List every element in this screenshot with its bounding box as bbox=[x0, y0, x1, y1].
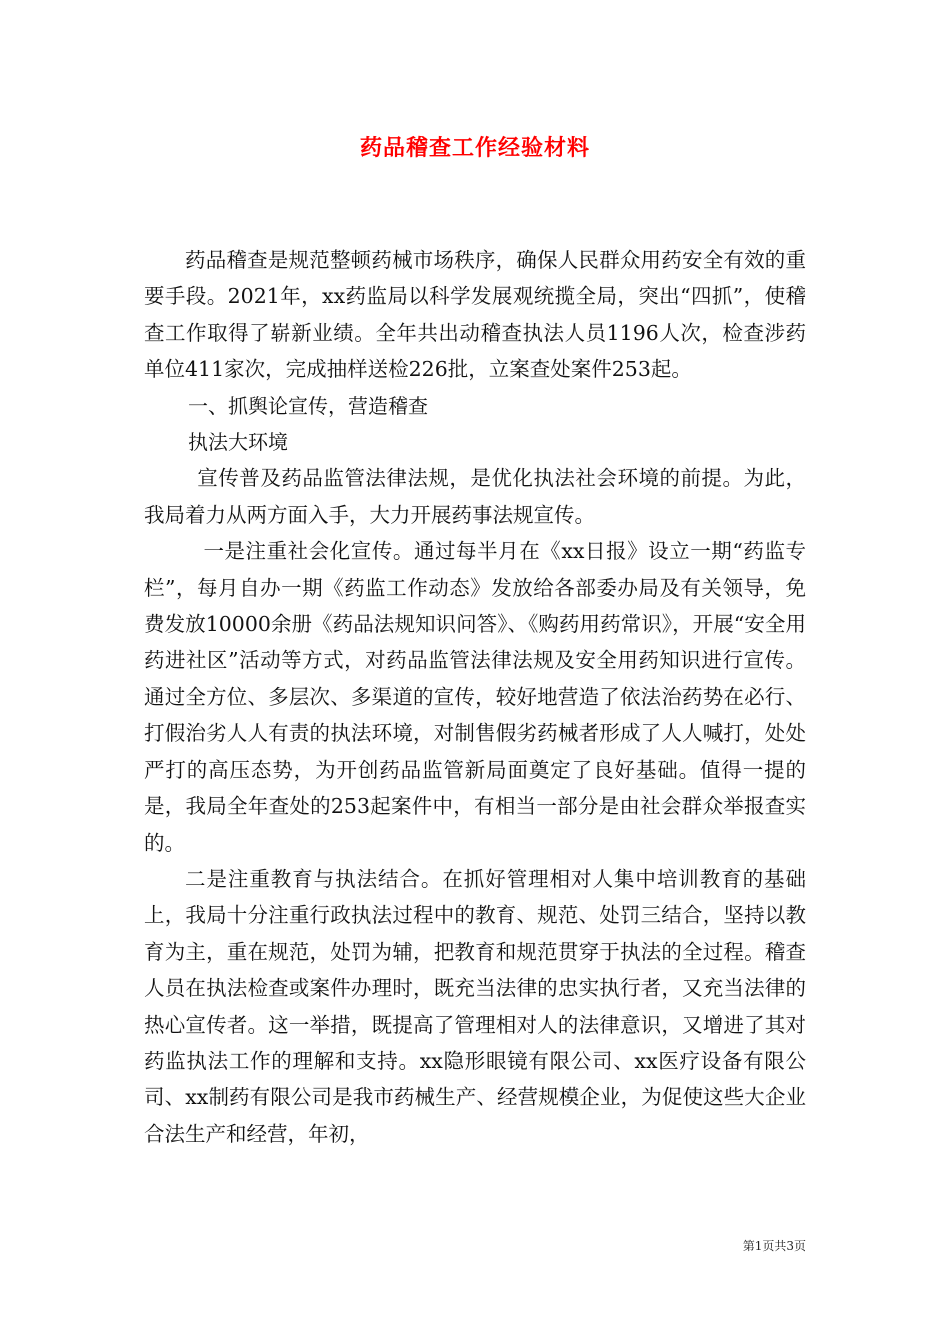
paragraph-point-two: 二是注重教育与执法结合。在抓好管理相对人集中培训教育的基础上，我局十分注重行政执法过程中的教育、规范、处罚三结合，坚持以教育为主，重在规范，处罚为辅，把教育和规范贯穿于执法的全过程。稽查人员在执法检查或案件办理时，既充当法律的忠实执行者，又充当法律的热心宣传者。这一举措，既提高了管理相对人的法律意识，又增进了其对药监执法工作的理解和支持。xx隐形眼镜有限公司、xx医疗设备有限公司、xx制药有限公司是我市药械生产、经营规模企业，为促使这些大企业合法生产和经营，年初， bbox=[144, 866, 806, 1146]
paragraph-intro: 药品稽查是规范整顿药械市场秩序，确保人民群众用药安全有效的重要手段。2021年，xx药监局以科学发展观统揽全局，突出“四抓”，使稽查工作取得了崭新业绩。全年共出动稽查执法人员1196人次，检查涉药单位411家次，完成抽样送检226批，立案查处案件253起。 bbox=[144, 248, 806, 382]
paragraph-point-one: 一是注重社会化宣传。通过每半月在《xx日报》设立一期“药监专栏”，每月自办一期《药监工作动态》发放给各部委办局及有关领导，免费发放10000余册《药品法规知识问答》、《购药用药常识》，开展“安全用药进社区”活动等方式，对药品监管法律法规及安全用药知识进行宣传。通过全方位、多层次、多渠道的宣传，较好地营造了依法治药势在必行、打假治劣人人有责的执法环境，对制售假劣药械者形成了人人喊打，处处严打的高压态势，为开创药品监管新局面奠定了良好基础。值得一提的是，我局全年查处的253起案件中，有相当一部分是由社会群众举报查实的。 bbox=[144, 539, 806, 855]
page-number: 第1页共3页 bbox=[742, 1239, 806, 1253]
section-heading-continued: 执法大环境 bbox=[188, 430, 288, 455]
document-title: 药品稽查工作经验材料 bbox=[359, 136, 590, 161]
document-body bbox=[144, 242, 806, 1152]
paragraph-section-intro: 宣传普及药品监管法律法规，是优化执法社会环境的前提。为此，我局着力从两方面入手，大力开展药事法规宣传。 bbox=[144, 466, 806, 527]
section-heading: 一、抓舆论宣传，营造稽查 bbox=[188, 393, 428, 418]
